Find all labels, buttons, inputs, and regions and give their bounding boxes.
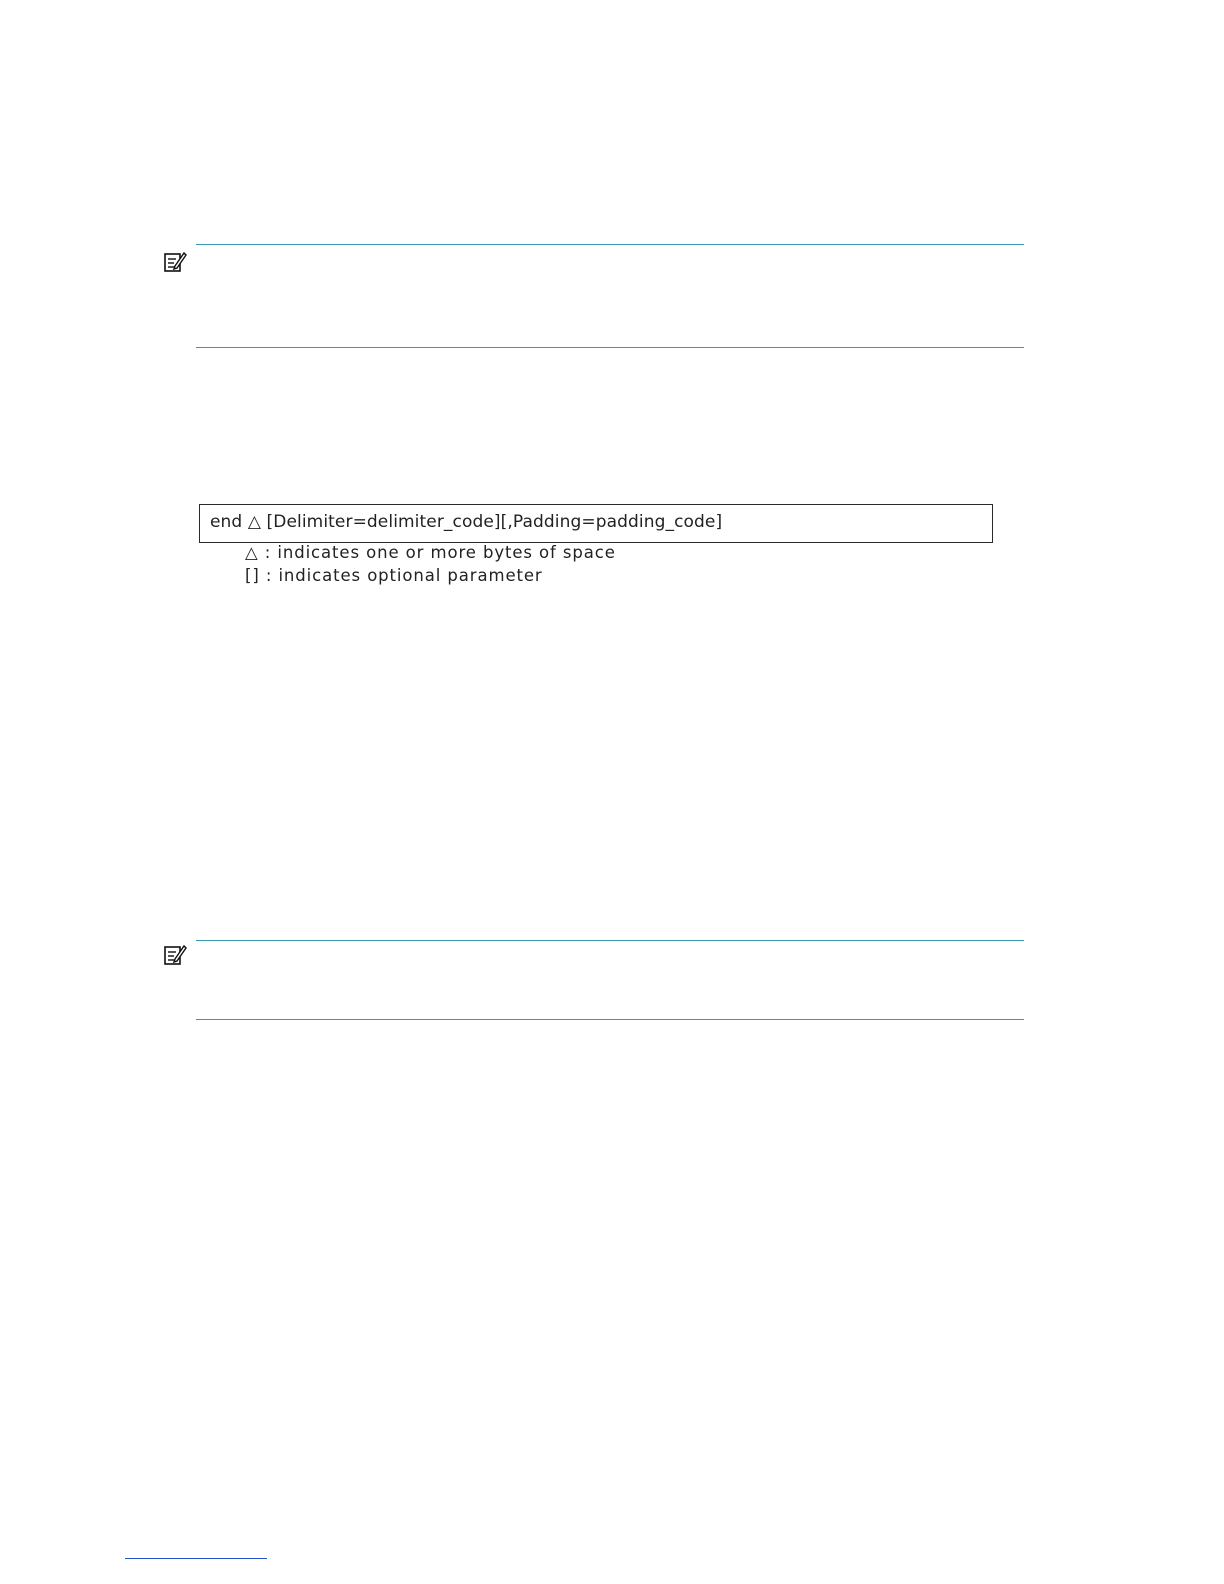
syntax-line — [210, 512, 722, 532]
space-symbol: △ — [247, 512, 262, 532]
legend-text: : indicates optional parameter — [265, 566, 543, 585]
syntax-box — [199, 504, 993, 543]
legend-item-optional — [245, 566, 543, 585]
note-block-1 — [162, 244, 1024, 350]
legend-symbol: △ — [245, 543, 259, 562]
note-icon — [162, 943, 188, 967]
note-top-rule — [196, 244, 1024, 245]
note-icon — [162, 250, 188, 274]
note-bottom-rule — [196, 1019, 1024, 1020]
note-bottom-rule — [196, 347, 1024, 348]
syntax-parameters: [Delimiter=delimiter_code][,Padding=padding_code] — [266, 512, 723, 532]
legend-item-space — [245, 543, 616, 562]
footnote-separator — [125, 1558, 267, 1559]
legend-symbol: [] — [245, 566, 260, 585]
legend-text: : indicates one or more bytes of space — [264, 543, 616, 562]
note-block-2 — [162, 940, 1024, 1022]
syntax-keyword: end — [210, 512, 243, 532]
note-top-rule — [196, 940, 1024, 941]
